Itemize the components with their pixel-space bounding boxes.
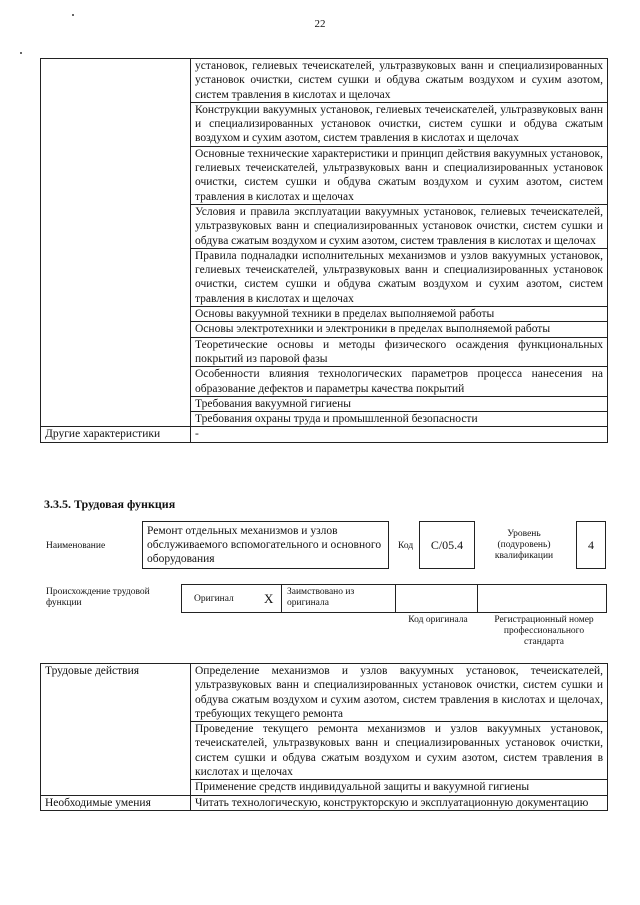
original-cell <box>182 585 282 612</box>
code-original-cell <box>396 585 478 612</box>
knowledge-item: Условия и правила эксплуатации вакуумных установок, гелиевых течеискателей, ультразвуковых ванн и специализированных установок очистки, систем сушки и обдува сжатым воздухом и сухим азотом, систем травления в кислотах и щелочах <box>191 204 608 248</box>
code-original-label: Код оригинала <box>408 615 468 625</box>
reg-number-label: Регистрационный номер профессионального стандарта <box>494 615 594 647</box>
section-title: 3.3.5. Трудовая функция <box>44 497 176 511</box>
knowledge-item: Правила подналадки исполнительных механизмов и узлов вакуумных установок, гелиевых течеискателей, ультразвуковых ванн и специализированных установок очистки, систем сушки и обдува сжатым воздухом и сухим азотом, систем травления в кислотах и щелочах <box>191 248 608 306</box>
code-label: Код <box>398 541 414 551</box>
knowledge-item: Основные технические характеристики и принцип действия вакуумных установок, гелиевых течеискателей, ультразвуковых ванн и специализированных установок очистки, систем сушки и обдува сжатым воздухом и сухим азотом, систем травления в кислотах и щелочах <box>191 146 608 204</box>
table-row <box>41 59 608 103</box>
other-characteristics-label: Другие характеристики <box>41 427 191 442</box>
knowledge-item: Основы электротехники и электроники в пределах выполняемой работы <box>191 322 608 337</box>
skill-item: Читать технологическую, конструкторскую и эксплуатационную документацию <box>191 795 608 810</box>
borrowed-cell <box>282 585 396 612</box>
function-name-value: Ремонт отдельных механизмов и узлов обслуживаемого вспомогательного и основного оборудования <box>147 525 382 565</box>
knowledge-item: установок, гелиевых течеискателей, ультразвуковых ванн и специализированных установок очистки, систем сушки и обдува сжатым воздухом и сухим азотом, систем травления в кислотах и щелочах <box>191 59 608 103</box>
action-item: Определение механизмов и узлов вакуумных установок, течеискателей, ультразвуковых ванн и специализированных установок очистки, систем сушки и обдува сжатым воздухом и сухим азотом, систем травления в кислотах и щелочах, требующих текущего ремонта <box>191 664 608 722</box>
knowledge-item: Требования вакуумной гигиены <box>191 396 608 411</box>
scan-artifact <box>20 52 22 54</box>
reg-number-cell <box>478 585 606 612</box>
qualification-level-label: Уровень (подуровень) квалификации <box>494 529 554 561</box>
original-label: Оригинал <box>194 594 234 604</box>
knowledge-label-cell <box>41 59 191 427</box>
knowledge-item: Особенности влияния технологических параметров процесса нанесения на образование дефектов и параметры качества покрытий <box>191 367 608 397</box>
original-mark: X <box>264 591 274 606</box>
page-number: 22 <box>314 18 326 30</box>
knowledge-item: Основы вакуумной техники в пределах выполняемой работы <box>191 307 608 322</box>
action-item: Применение средств индивидуальной защиты и вакуумной гигиены <box>191 780 608 795</box>
function-name-box <box>142 521 389 569</box>
actions-table <box>40 663 608 811</box>
code-box <box>419 521 475 569</box>
table-row <box>41 795 608 810</box>
skills-label: Необходимые умения <box>41 795 191 810</box>
other-characteristics-value: - <box>191 427 608 442</box>
name-label: Наименование <box>46 541 106 551</box>
level-box <box>576 521 606 569</box>
origin-label: Происхождение трудовой функции <box>46 587 150 608</box>
code-value: C/05.4 <box>430 537 464 552</box>
action-item: Проведение текущего ремонта механизмов и узлов вакуумных установок, течеискателей, ультразвуковых ванн и специализированных установок очистки, систем сушки и обдува сжатым воздухом и сухим азотом, систем травления в кислотах и щелочах <box>191 722 608 780</box>
knowledge-item: Требования охраны труда и промышленной безопасности <box>191 412 608 427</box>
scan-artifact <box>72 14 74 16</box>
level-value: 4 <box>588 537 594 552</box>
knowledge-item: Теоретические основы и методы физического осаждения функциональных покрытий из паровой фазы <box>191 337 608 367</box>
borrowed-label: Заимствовано из оригинала <box>287 587 355 608</box>
actions-label: Трудовые действия <box>41 664 191 796</box>
knowledge-item: Конструкции вакуумных установок, гелиевых течеискателей, ультразвуковых ванн и специализированных установок очистки, систем сушки и обдува сжатым воздухом и сухим азотом, систем травления в кислотах и щелочах <box>191 102 608 146</box>
origin-row <box>181 584 607 613</box>
table-row <box>41 427 608 442</box>
knowledge-table <box>40 58 608 443</box>
table-row <box>41 664 608 722</box>
